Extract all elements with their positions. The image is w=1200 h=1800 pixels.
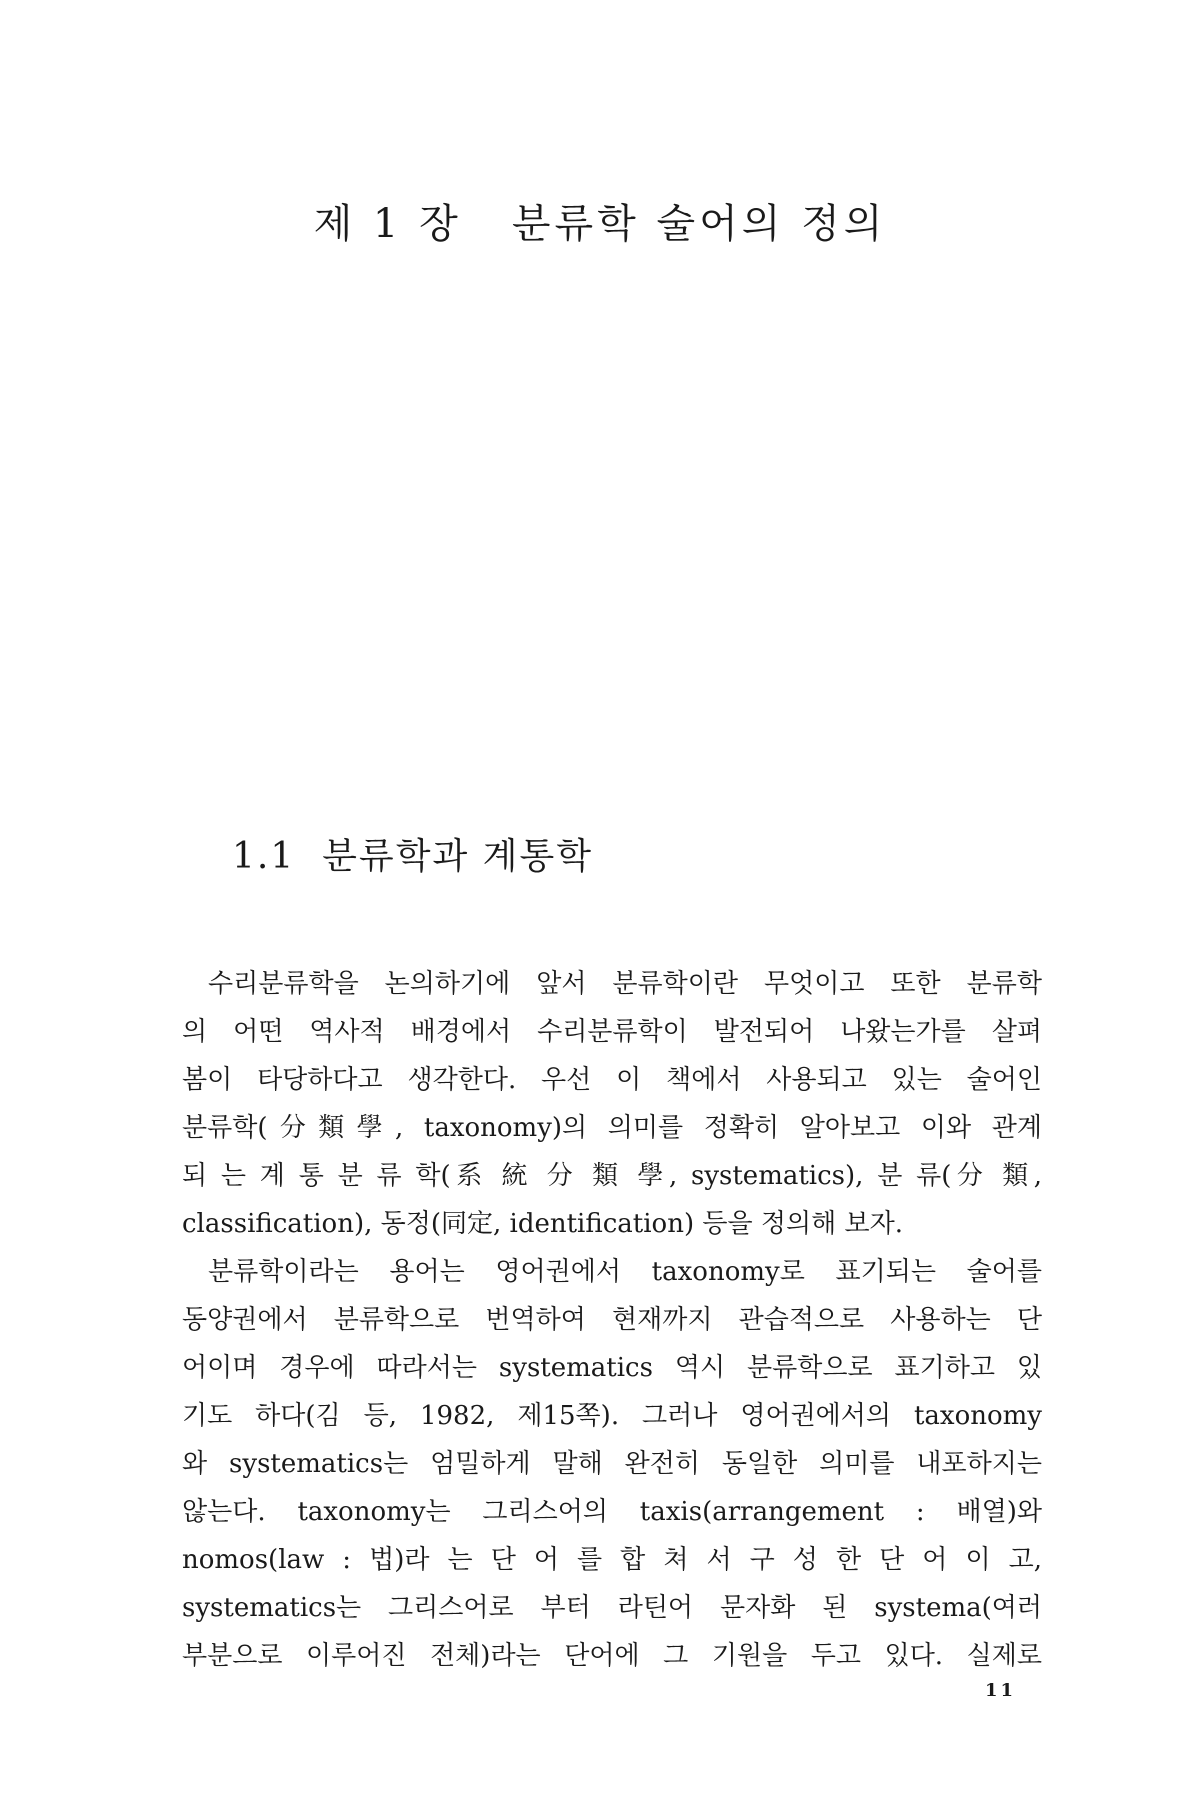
text-line: 부분으로 이루어진 전체)라는 단어에 그 기원을 두고 있다. 실제로 [182, 1641, 1042, 1671]
text-line: 어이며 경우에 따라서는 systematics 역시 분류학으로 표기하고 있 [182, 1353, 1042, 1383]
paragraph-1 [182, 960, 1042, 1248]
text-line: 기도 하다(김 등, 1982, 제15쪽). 그러나 영어권에서의 taxonomy [182, 1401, 1042, 1431]
section-heading: 1.1 분류학과 계통학 [232, 836, 594, 877]
text-line: 와 systematics는 엄밀하게 말해 완전히 동일한 의미를 내포하지는 [182, 1449, 1042, 1479]
text-line: 분류학이라는 용어는 영어권에서 taxonomy로 표기되는 술어를 [208, 1257, 1042, 1287]
text-line: systematics는 그리스어로 부터 라틴어 문자화 된 systema(여러 [182, 1593, 1042, 1623]
text-line: 수리분류학을 논의하기에 앞서 분류학이란 무엇이고 또한 분류학 [208, 969, 1042, 999]
page-number: 11 [985, 1680, 1017, 1701]
body-text [182, 960, 1042, 1680]
text-line: 동양권에서 분류학으로 번역하여 현재까지 관습적으로 사용하는 단 [182, 1305, 1042, 1335]
text-line: 의 어떤 역사적 배경에서 수리분류학이 발전되어 나왔는가를 살펴 [182, 1017, 1042, 1047]
text-line: 않는다. taxonomy는 그리스어의 taxis(arrangement : 배열)와 [182, 1497, 1042, 1527]
chapter-title: 제 1 장 분류학 술어의 정의 [313, 201, 887, 247]
text-line: 되 는 계 통 분 류 학(系 統 分 類 學, systematics), 분 류(分 類, [182, 1161, 1042, 1191]
text-line: 분류학(分類學, taxonomy)의 의미를 정확히 알아보고 이와 관계 [182, 1113, 1042, 1143]
text-line: classification), 동정(同定, identification) 등을 정의해 보자. [182, 1209, 903, 1239]
text-line: 봄이 타당하다고 생각한다. 우선 이 책에서 사용되고 있는 술어인 [182, 1065, 1042, 1095]
text-line: nomos(law : 법)라 는 단 어 를 합 쳐 서 구 성 한 단 어 이 고, [182, 1545, 1042, 1575]
paragraph-2 [182, 1248, 1042, 1680]
